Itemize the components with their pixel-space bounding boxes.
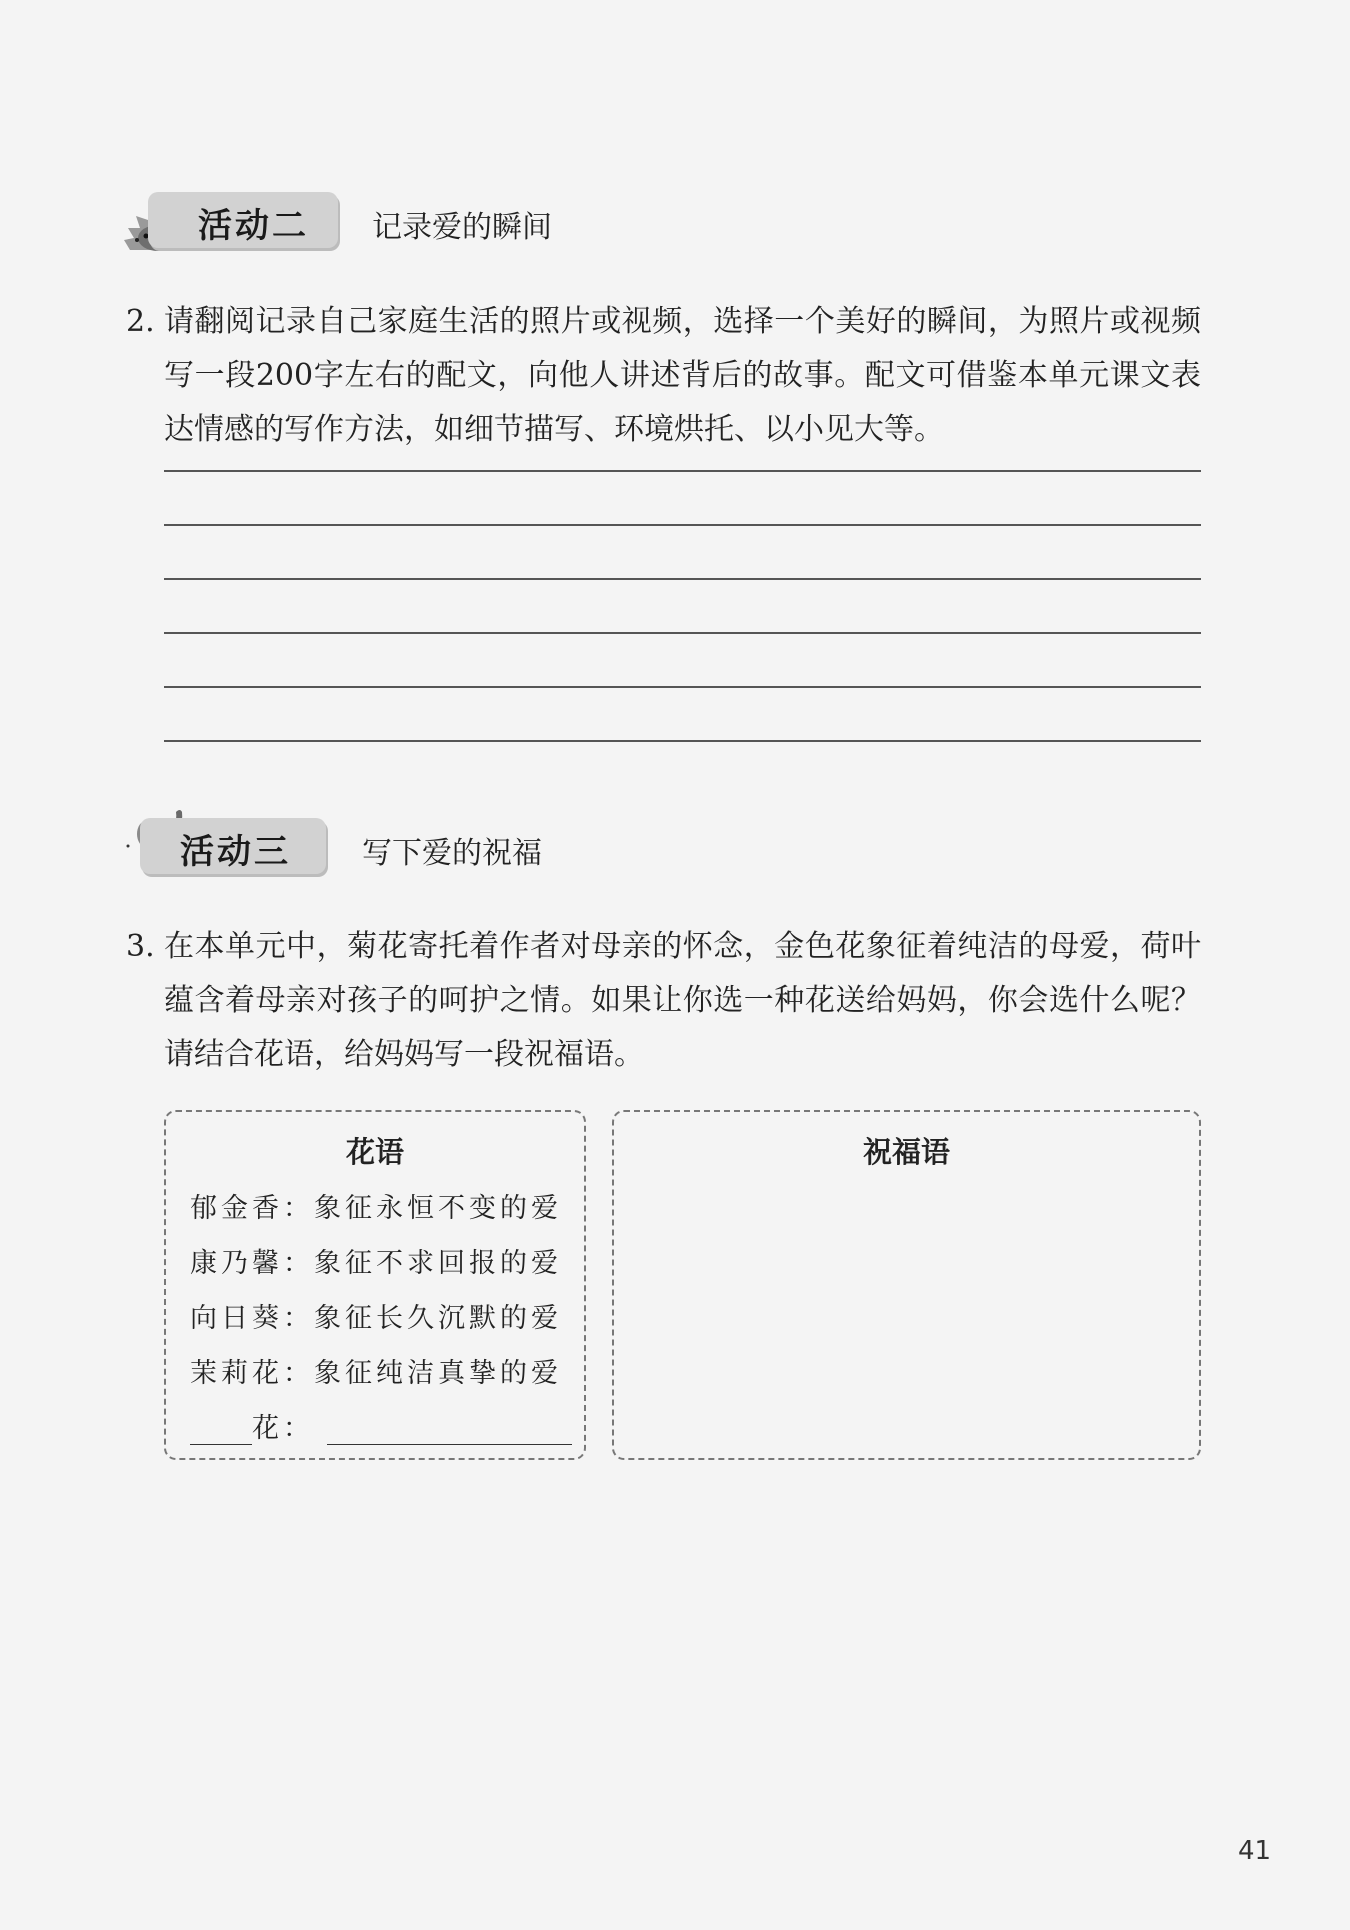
flower-language-item: 康乃馨：象征不求回报的爱 — [190, 1248, 562, 1279]
flower-meaning-blank[interactable] — [327, 1414, 572, 1445]
activity-3-badge-text: 活动三 — [180, 832, 291, 872]
question-2 — [126, 295, 1201, 457]
question-3-number: 3. — [126, 929, 155, 964]
blessing-box[interactable] — [612, 1110, 1201, 1460]
writing-line — [164, 470, 1201, 472]
answer-writing-area[interactable] — [164, 470, 1201, 794]
writing-line — [164, 686, 1201, 688]
flower-language-list — [190, 1186, 572, 1461]
flower-language-box — [164, 1110, 586, 1460]
flower-name-blank[interactable] — [190, 1414, 252, 1445]
writing-line — [164, 740, 1201, 742]
flower-blank-suffix: 花： — [252, 1413, 314, 1444]
question-2-number: 2. — [126, 304, 155, 339]
writing-line — [164, 578, 1201, 580]
activity-2-header — [122, 192, 622, 262]
writing-line — [164, 524, 1201, 526]
activity-2-badge — [148, 192, 338, 248]
flower-language-title: 花语 — [345, 1135, 404, 1169]
writing-line — [164, 632, 1201, 634]
question-3 — [126, 920, 1201, 1082]
flower-language-item: 向日葵：象征长久沉默的爱 — [190, 1303, 562, 1334]
activity-3-title: 写下爱的祝福 — [362, 836, 542, 871]
flower-language-item: 郁金香：象征永恒不变的爱 — [190, 1193, 562, 1224]
activity-2-title: 记录爱的瞬间 — [372, 210, 552, 245]
activity-3-badge — [140, 818, 326, 874]
page-number: 41 — [1238, 1836, 1272, 1866]
flower-language-item: 茉莉花：象征纯洁真挚的爱 — [190, 1358, 562, 1389]
question-2-text: 请翻阅记录自己家庭生活的照片或视频，选择一个美好的瞬间，为照片或视频写一段200字左右的配文，向他人讲述背后的故事。配文可借鉴本单元课文表达情感的写作方法，如细节描写、环境烘托、以小见大等。 — [164, 304, 1201, 447]
activity-2-badge-text: 活动二 — [198, 206, 309, 246]
flower-blank-item — [190, 1406, 572, 1461]
question-3-text: 在本单元中，菊花寄托着作者对母亲的怀念，金色花象征着纯洁的母爱，荷叶蕴含着母亲对孩子的呵护之情。如果让你选一种花送给妈妈，你会选什么呢？请结合花语，给妈妈写一段祝福语。 — [164, 929, 1201, 1072]
activity-3-header — [122, 818, 622, 888]
blessing-title: 祝福语 — [862, 1135, 950, 1169]
